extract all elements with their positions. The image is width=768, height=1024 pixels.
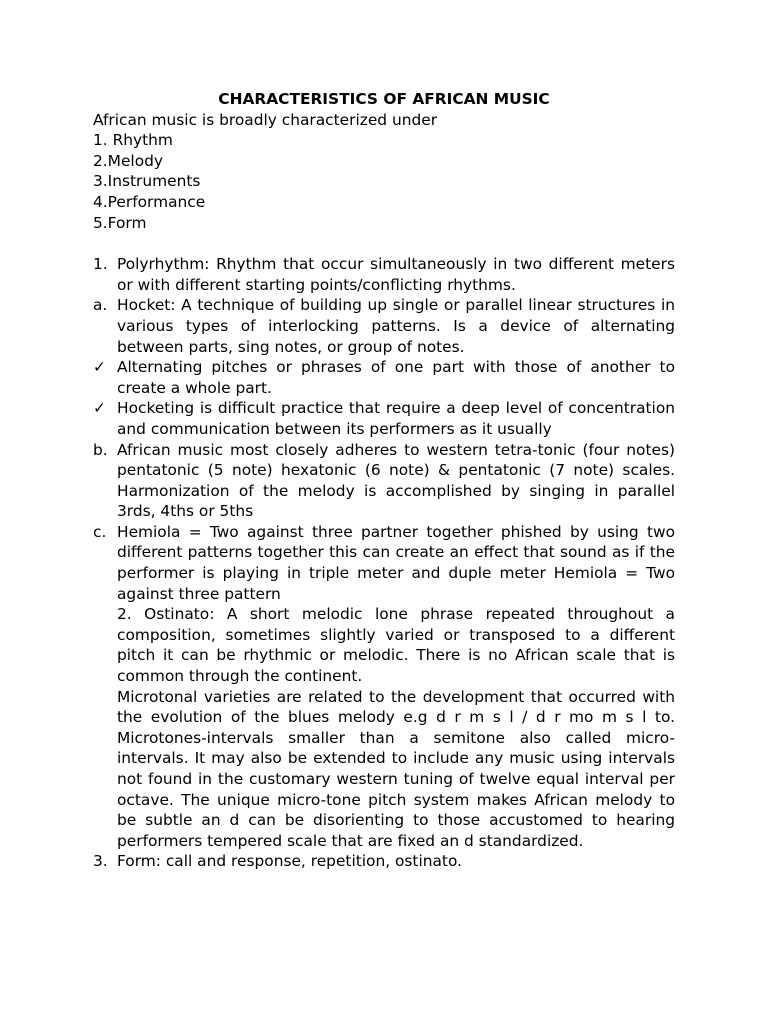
- list-item: 4.Performance: [93, 192, 206, 211]
- item-marker: c.: [93, 522, 107, 541]
- spacer: [93, 233, 675, 254]
- list-item: 5.Form: [93, 213, 147, 232]
- bullet-alternating-pitches: [93, 357, 675, 398]
- item-marker: 3.: [93, 852, 108, 871]
- checkmark-icon: ✓: [93, 358, 106, 377]
- list-item: 3.Instruments: [93, 172, 201, 191]
- section-hocket: [93, 295, 675, 357]
- item-marker: a.: [93, 296, 108, 315]
- characteristics-list: [93, 130, 675, 233]
- checkmark-icon: ✓: [93, 399, 106, 418]
- item-text: Hocketing is difficult practice that require a deep level of concentration and communication between its performers as it usually: [117, 399, 675, 438]
- paragraph-microtonal: Microtonal varieties are related to the development that occurred with the evolution of the blues melody e.g d r m s l / d r mo m s l to. Microtones-intervals smaller than a semitone also called micro-intervals. It may also be extended to include any music using intervals not found in the customary western tuning of twelve equal interval per octave. The unique micro-tone pitch system makes African melody to be subtle an d can be disorienting to those accustomed to hearing performers tempered scale that are fixed an d standardized.: [117, 687, 675, 850]
- item-text: Alternating pitches or phrases of one part with those of another to create a whole part.: [117, 358, 675, 397]
- item-text: Hocket: A technique of building up single or parallel linear structures in various types of interlocking patterns. Is a device of alternating between parts, sing notes, or group of notes.: [117, 296, 675, 356]
- bullet-hocketing: [93, 398, 675, 439]
- list-item: 1. Rhythm: [93, 131, 173, 150]
- item-marker: b.: [93, 440, 108, 459]
- section-scales: [93, 440, 675, 522]
- item-text: African music most closely adheres to western tetra-tonic (four notes) pentatonic (5 note) hexatonic (6 note) & pentatonic (7 note) scales. Harmonization of the melody is accomplished by singing in parallel 3rds, 4ths or 5ths: [117, 440, 675, 521]
- document-title: CHARACTERISTICS OF AFRICAN MUSIC: [218, 90, 550, 108]
- intro-line: African music is broadly characterized under: [93, 110, 438, 129]
- section-polyrhythm: [93, 254, 675, 295]
- item-text: Hemiola = Two against three partner together phished by using two different patterns together this can create an effect that sound as if the performer is playing in triple meter and duple meter Hemiola = Two against three pattern: [117, 522, 675, 603]
- item-text: Form: call and response, repetition, ostinato.: [117, 852, 462, 871]
- document-body: [93, 89, 675, 872]
- section-hemiola: [93, 522, 675, 852]
- section-form: [93, 851, 675, 872]
- item-text: Polyrhythm: Rhythm that occur simultaneously in two different meters or with different starting points/conflicting rhythms.: [117, 255, 675, 294]
- item-marker: 1.: [93, 255, 108, 274]
- list-item: 2.Melody: [93, 151, 164, 170]
- paragraph-ostinato: 2. Ostinato: A short melodic lone phrase repeated throughout a composition, sometimes slightly varied or transposed to a different pitch it can be rhythmic or melodic. There is no African scale that is common through the continent.: [117, 605, 675, 686]
